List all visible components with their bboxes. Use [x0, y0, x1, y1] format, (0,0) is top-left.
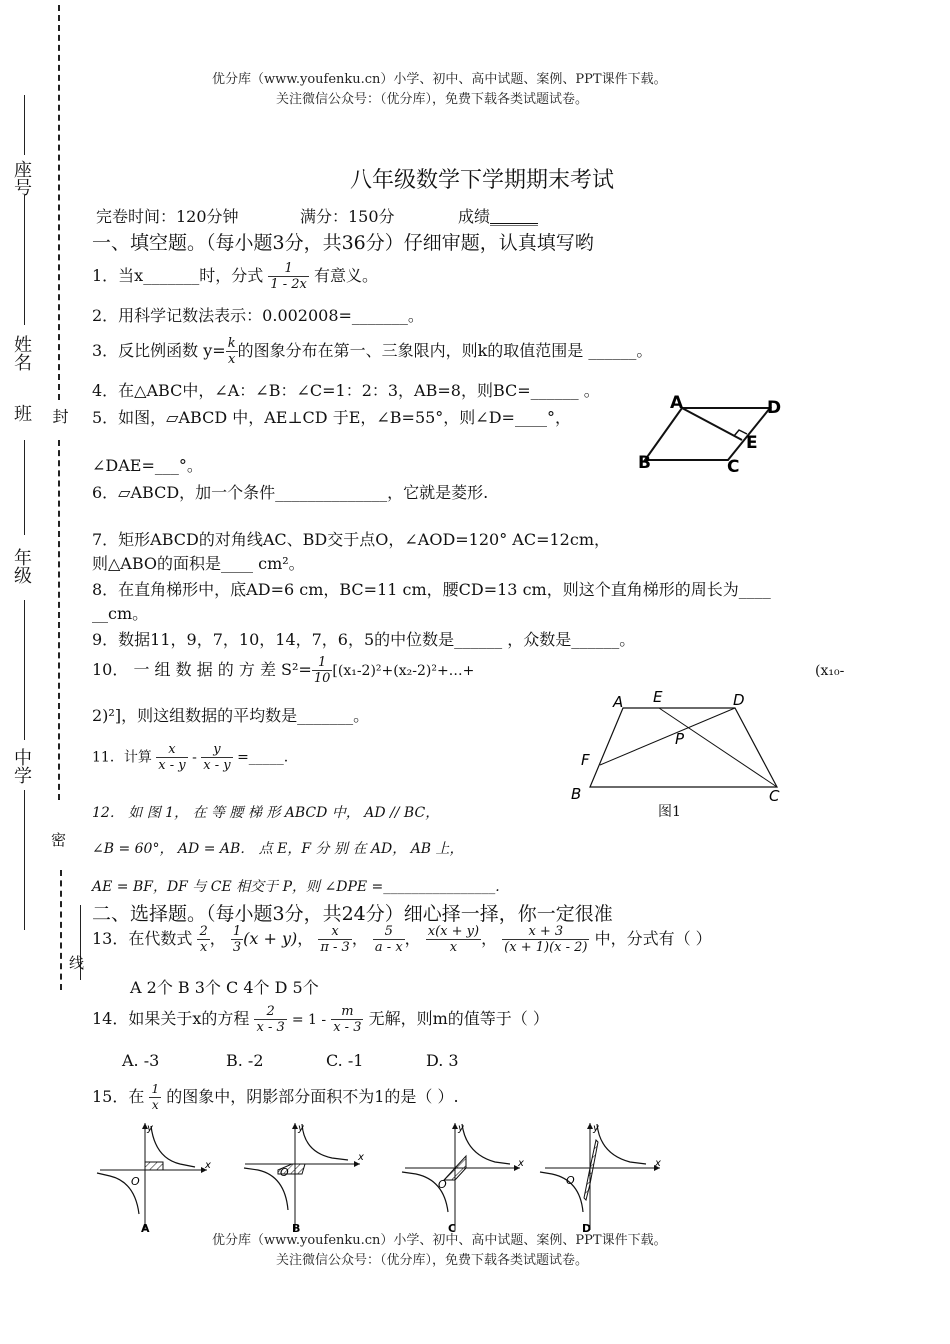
secret-label: 密	[49, 832, 67, 847]
footer-line-2: 关注微信公众号：（优分库），免费下载各类试题试卷。	[276, 1253, 589, 1268]
grade-label: 年级	[11, 548, 32, 584]
question-12a: 12． 如 图 1， 在 等 腰 梯 形 ABCD 中， AD // BC，	[92, 805, 440, 821]
svg-text:x: x	[205, 1160, 211, 1171]
svg-text:O: O	[566, 1174, 575, 1187]
svg-text:O: O	[438, 1178, 447, 1191]
q15-fraction: $\frac{1}{x}$	[151, 1082, 160, 1112]
trap-label-p: P	[675, 730, 685, 748]
class-label: 班	[11, 404, 32, 422]
seat-label: 座号	[11, 160, 32, 196]
question-5a: 5．如图，▱ABCD 中，AE⊥CD 于E，∠B=55°，则∠D=____°，	[92, 408, 571, 427]
footer-line-1: 优分库（www.youfenku.cn）小学、初中、高中试题、案例、PPT课件下载。	[212, 1233, 667, 1248]
question-5b: ∠DAE=___°。	[92, 456, 203, 475]
para-label-e: E	[746, 433, 758, 453]
para-label-a: A	[670, 393, 684, 413]
line-label: 线	[67, 955, 85, 970]
trap-label-d: D	[733, 691, 745, 709]
binding-line-bottom	[60, 870, 62, 990]
q11-fraction-1: $\frac{x}{x - y}$	[158, 742, 186, 773]
q13-frac-1: $\frac{2}{x}$	[199, 924, 208, 955]
svg-text:C: C	[448, 1222, 457, 1235]
grade-underline	[24, 600, 25, 740]
graph-d	[540, 1123, 661, 1235]
question-10b: 2)²]，则这组数据的平均数是_______。	[92, 706, 370, 725]
svg-text:O: O	[131, 1175, 140, 1188]
trap-label-f: F	[581, 751, 590, 769]
class-underline	[24, 440, 25, 535]
question-12b: ∠B = 60°， AD = AB． 点 E，F 分 别 在 AD， AB 上，	[92, 841, 464, 857]
q13-frac-6: $\frac{x + 3}{(x + 1)(x - 2)}$	[504, 924, 588, 955]
school-underline	[24, 790, 25, 930]
question-7a: 7．矩形ABCD的对角线AC、BD交于点O，∠AOD=120° AC=12cm，	[92, 530, 610, 549]
q14-option-c: C. -1	[326, 1051, 364, 1070]
header-line-1: 优分库（www.youfenku.cn）小学、初中、高中试题、案例、PPT课件下载。	[212, 72, 667, 87]
svg-text:x: x	[655, 1158, 661, 1169]
question-14: 14．如果关于x的方程 $\frac{2}{x - 3}$ = 1 - $\frac{m}{x - 3}$ 无解，则m的值等于（ ）	[92, 1004, 549, 1035]
exam-result: 成绩______	[458, 207, 539, 226]
q14-option-a: A. -3	[122, 1051, 160, 1070]
question-10-tail: (x₁₀-	[815, 663, 845, 679]
trapezoid-figure	[565, 685, 795, 805]
graph-b	[244, 1123, 364, 1235]
question-4: 4．在△ABC中，∠A：∠B：∠C=1：2：3，AB=8，则BC=______ 。	[92, 381, 600, 400]
graph-c	[402, 1123, 524, 1235]
question-6: 6．▱ABCD，加一个条件______________，它就是菱形.	[92, 483, 489, 502]
q13-frac-5: $\frac{x(x + y)}{x}$	[427, 924, 480, 955]
q13-frac-2: $\frac{1}{3}$	[232, 924, 242, 955]
hyperbola-graphs	[95, 1118, 675, 1238]
question-1: 1．当x_______时，分式 $\frac{1}{1 - 2x}$ 有意义。	[92, 261, 378, 292]
svg-text:y: y	[147, 1123, 153, 1134]
header-line-2: 关注微信公众号：（优分库），免费下载各类试题试卷。	[276, 92, 589, 107]
q10-fraction: $\frac{1}{10}$	[313, 655, 331, 686]
binding-line-top	[58, 5, 60, 400]
question-13: 13．在代数式 $\frac{2}{x}$ ， $\frac{1}{3}$ (x + y)， $\frac{x}{\pi - 3}$ ， $\frac{5}{a - x}$ ， $\frac{x(x + y)}{x}$ ， $\frac{x + 3}{(x + 1)(x - 2)}$ 中，分式有（ ）	[92, 924, 712, 955]
school-label: 中学	[11, 748, 32, 784]
q11-fraction-2: $\frac{y}{x - y}$	[203, 742, 231, 773]
q14-frac-1: $\frac{2}{x - 3}$	[256, 1004, 285, 1035]
question-3: 3．反比例函数 y= $\frac{k}{x}$ 的图象分布在第一、三象限内，则k的取值范围是 ______。	[92, 336, 653, 367]
trap-label-e: E	[653, 688, 663, 706]
question-9: 9．数据11，9，7，10，14，7，6，5的中位数是______ ，众数是______。	[92, 630, 636, 649]
q3-fraction: $\frac{k}{x}$	[227, 336, 236, 367]
question-2: 2．用科学记数法表示：0.002008=_______。	[92, 306, 424, 325]
question-13-options: A 2个 B 3个 C 4个 D 5个	[130, 978, 319, 997]
q1-fraction: $\frac{1}{1 - 2x}$	[270, 261, 307, 292]
svg-text:y: y	[458, 1123, 464, 1134]
binding-line-middle	[58, 440, 60, 800]
page-title: 八年级数学下学期期末考试	[350, 168, 615, 193]
svg-text:B: B	[292, 1222, 301, 1235]
trap-label-a: A	[613, 693, 624, 711]
graph-a	[97, 1123, 211, 1235]
parallelogram-figure	[630, 390, 790, 478]
para-label-b: B	[638, 453, 651, 473]
seal-label: 封	[50, 408, 69, 424]
trap-label-b: B	[571, 785, 582, 803]
question-8a: 8．在直角梯形中，底AD=6 cm，BC=11 cm，腰CD=13 cm，则这个直角梯形的周长为____	[92, 580, 771, 599]
svg-text:A: A	[141, 1222, 150, 1235]
question-8b: __cm。	[92, 604, 149, 623]
name-label: 姓名	[11, 335, 32, 371]
svg-text:x: x	[518, 1158, 524, 1169]
seat-underline	[24, 95, 25, 155]
svg-text:O: O	[280, 1166, 289, 1179]
q14-option-b: B. -2	[226, 1051, 264, 1070]
question-10a: 10． 一 组 数 据 的 方 差 S²= $\frac{1}{10}$ [(x₁-2)²+(x₂-2)²+…+	[92, 655, 475, 686]
svg-text:y: y	[593, 1123, 599, 1134]
exam-time: 完卷时间：120分钟	[96, 207, 239, 226]
svg-text:x: x	[358, 1152, 364, 1163]
figure-1-caption: 图1	[658, 804, 681, 820]
exam-score: 满分：150分	[300, 207, 395, 226]
question-12c: AE = BF，DF 与 CE 相交于 P，则 ∠DPE =________________.	[92, 879, 500, 895]
svg-text:D: D	[582, 1222, 592, 1235]
para-label-c: C	[727, 457, 740, 477]
name-underline	[24, 195, 25, 325]
q14-frac-2: $\frac{m}{x - 3}$	[333, 1004, 362, 1035]
q13-frac-3: $\frac{x}{\pi - 3}$	[320, 924, 350, 955]
trap-label-c: C	[769, 787, 780, 805]
para-label-d: D	[767, 398, 782, 418]
q13-frac-4: $\frac{5}{a - x}$	[374, 924, 403, 955]
question-15: 15．在 $\frac{1}{x}$ 的图象中，阴影部分面积不为1的是（ ）.	[92, 1082, 459, 1112]
svg-text:y: y	[298, 1123, 304, 1134]
question-11: 11．计算 $\frac{x}{x - y}$ - $\frac{y}{x - y}$ =_____.	[92, 742, 289, 773]
section1-heading: 一、填空题。（每小题3分，共36分）仔细审题，认真填写哟	[92, 232, 594, 254]
q14-option-d: D. 3	[426, 1051, 459, 1070]
question-7b: 则△ABO的面积是____ cm²。	[92, 554, 305, 573]
section2-heading: 二、选择题。（每小题3分，共24分）细心择一择，你一定很准	[92, 903, 613, 925]
